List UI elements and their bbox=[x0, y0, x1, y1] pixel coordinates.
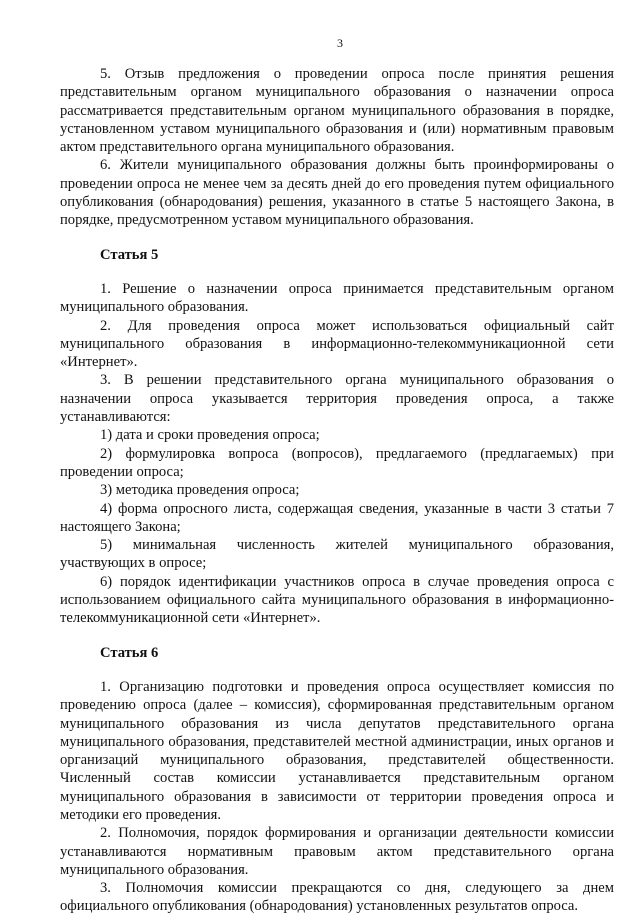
list-item: 3) методика проведения опроса; bbox=[100, 482, 300, 499]
article-heading: Статья 5 bbox=[100, 246, 159, 263]
list-item: 6) порядок идентификации участников опроса в случае проведения опроса с использованием официального сайта муниципального образования в информационно-телекоммуникационной сети «Интернет». bbox=[60, 573, 614, 627]
page-number: 3 bbox=[337, 36, 343, 50]
document-page bbox=[60, 36, 614, 916]
list-item: 2) формулировка вопроса (вопросов), предлагаемого (предлагаемых) при проведении опроса; bbox=[60, 445, 614, 480]
article4-tail bbox=[60, 65, 614, 230]
paragraph: 3. Полномочия комиссии прекращаются со дня, следующего за днем официального опубликования (обнародования) установленных результатов опроса. bbox=[60, 880, 614, 915]
list-item: 5) минимальная численность жителей муниципального образования, участвующих в опросе; bbox=[60, 537, 614, 572]
paragraph: 2. Для проведения опроса может использоваться официальный сайт муниципального образования в информационно-телекоммуникационной сети «Интернет». bbox=[60, 317, 614, 371]
paragraph: 5. Отзыв предложения о проведении опроса после принятия решения представительным органом муниципального образования о назначении опроса рассматривается представительным органом муниципального образования в порядке, установленном уставом муниципального образования и (или) нормативным правовым актом представительного органа муниципального образования. bbox=[60, 66, 614, 156]
paragraph: 2. Полномочия, порядок формирования и организации деятельности комиссии устанавливаются нормативным правовым актом представительного органа муниципального образования. bbox=[60, 825, 614, 878]
paragraph: 6. Жители муниципального образования должны быть проинформированы о проведении опроса не менее чем за десять дней до его проведения путем официального опубликования (обнародования) решения, указанного в статье 5 настоящего Закона, в порядке, предусмотренном уставом муниципального образования. bbox=[60, 157, 614, 229]
paragraph: 1. Решение о назначении опроса принимается представительным органом муниципального образования. bbox=[60, 280, 614, 316]
paragraph: 3. В решении представительного органа муниципального образования о назначении опроса указывается территория проведения опроса, а также устанавливаются: bbox=[60, 372, 614, 426]
article-6 bbox=[60, 644, 614, 916]
list-item: 1) дата и сроки проведения опроса; bbox=[100, 427, 320, 444]
paragraph: 1. Организацию подготовки и проведения опроса осуществляет комиссия по проведению опроса (далее – комиссия), сформированная представительным органом муниципального образования из числа депутатов представительного органа муниципального образования, представителей местной администрации, иных органов и организаций муниципального образования, представителей общественности. Численный состав комиссии устанавливается представительным органом муниципального образования в зависимости от территории проведения опроса и методики его проведения. bbox=[60, 678, 614, 823]
list-item: 4) форма опросного листа, содержащая сведения, указанные в части 3 статьи 7 настоящего Закона; bbox=[60, 500, 614, 535]
article-5 bbox=[60, 246, 614, 628]
article-heading: Статья 6 bbox=[100, 644, 159, 661]
